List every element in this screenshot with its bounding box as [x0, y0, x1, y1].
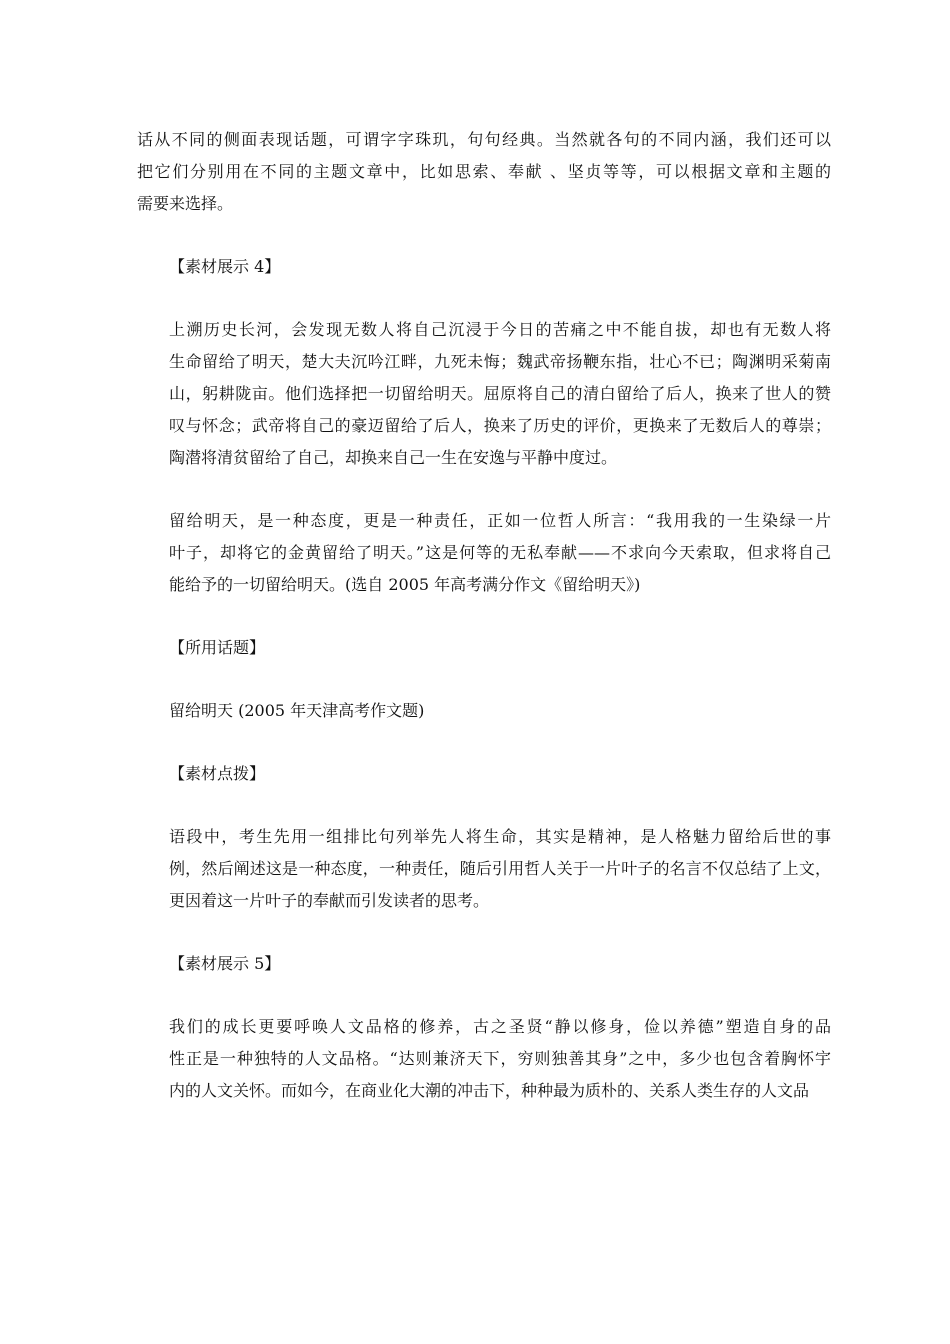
- paragraph: [137, 1011, 831, 1107]
- section-heading: [137, 251, 831, 283]
- text-line: 语段中，考生先用一组排比句列举先人将生命，其实是精神，是人格魅力留给后世的事: [169, 827, 831, 846]
- text-line: 上溯历史长河，会发现无数人将自己沉浸于今日的苦痛之中不能自拔，却也有无数人将: [169, 320, 831, 339]
- text-line: 叹与怀念；武帝将自己的豪迈留给了后人，换来了历史的评价，更换来了无数后人的尊崇；: [169, 416, 831, 435]
- section-heading: [137, 948, 831, 980]
- text-line: 需要来选择。: [137, 194, 234, 213]
- text-line: 山，躬耕陇亩。他们选择把一切留给明天。屈原将自己的清白留给了后人，换来了世人的赞: [169, 384, 831, 403]
- paragraph: [137, 821, 831, 917]
- text-line: 例，然后阐述这是一种态度，一种责任，随后引用哲人关于一片叶子的名言不仅总结了上文，: [169, 859, 831, 878]
- section-heading: [137, 695, 831, 727]
- text-line: 把它们分别用在不同的主题文章中，比如思索、奉献 、坚贞等等，可以根据文章和主题的: [137, 162, 831, 181]
- document-body: [137, 124, 831, 1138]
- text-line: 【所用话题】: [169, 638, 266, 657]
- text-line: 【素材展示 5】: [169, 954, 281, 973]
- text-line: 内的人文关怀。而如今，在商业化大潮的冲击下，种种最为质朴的、关系人类生存的人文品: [169, 1081, 810, 1100]
- text-line: 话从不同的侧面表现话题，可谓字字珠玑，句句经典。当然就各句的不同内涵，我们还可以: [137, 130, 831, 149]
- text-line: 能给予的一切留给明天。(选自 2005 年高考满分作文《留给明天》): [169, 575, 641, 594]
- text-line: 【素材点拨】: [169, 764, 266, 783]
- text-line: 我们的成长更要呼唤人文品格的修养，古之圣贤“静以修身，俭以养德”塑造自身的品: [169, 1017, 831, 1036]
- paragraph: [137, 124, 831, 220]
- paragraph: [137, 314, 831, 474]
- section-heading: [137, 632, 831, 664]
- text-line: 叶子，却将它的金黄留给了明天。”这是何等的无私奉献——不求向今天索取，但求将自己: [169, 543, 831, 562]
- text-line: 更因着这一片叶子的奉献而引发读者的思考。: [169, 891, 490, 910]
- text-line: 留给明天，是一种态度，更是一种责任，正如一位哲人所言：“我用我的一生染绿一片: [169, 511, 831, 530]
- text-line: 【素材展示 4】: [169, 257, 281, 276]
- text-line: 陶潜将清贫留给了自己，却换来自己一生在安逸与平静中度过。: [169, 448, 618, 467]
- text-line: 留给明天 (2005 年天津高考作文题): [169, 701, 425, 720]
- text-line: 性正是一种独特的人文品格。“达则兼济天下，穷则独善其身”之中，多少也包含着胸怀宇: [169, 1049, 831, 1068]
- section-heading: [137, 758, 831, 790]
- paragraph: [137, 505, 831, 601]
- text-line: 生命留给了明天，楚大夫沉吟江畔，九死未悔；魏武帝扬鞭东指，壮心不已；陶渊明采菊南: [169, 352, 831, 371]
